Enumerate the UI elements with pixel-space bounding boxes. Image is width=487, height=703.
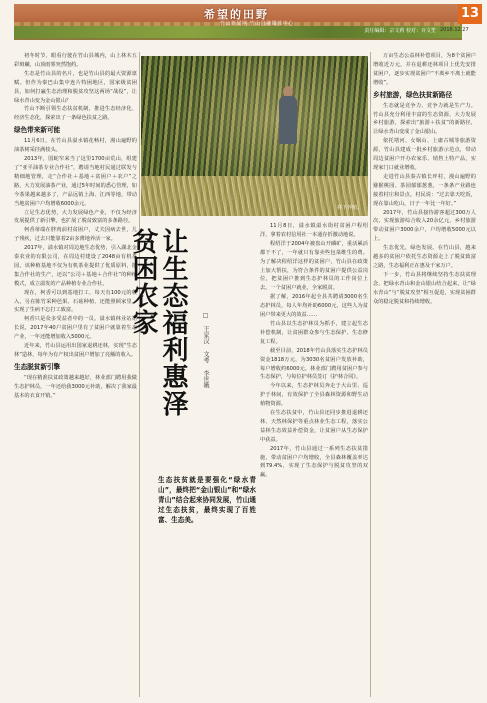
section-subtitle: 竹山新闻网 竹山县融媒体中心 (220, 21, 294, 27)
editor-credits: 责任编辑：宗文莉 校对：百文笙 (364, 28, 436, 34)
section-banner (14, 4, 462, 40)
paragraph: 柯香只是众多受益者中的一员。溢水镇林业站站长说，2017年40户贫困户里有了贫困户就靠着生态产业，一年还能增加收入5000元。 (14, 316, 137, 341)
paragraph: 柯香蒂端在胖肉前村贫困户，丈夫因病去世，儿子残疾，过去只能靠着2亩多薄地养活一家。 (14, 227, 137, 243)
photo-person (279, 96, 297, 144)
section-title: 希望的田野 (204, 8, 269, 21)
paragraph: 万亩生态公益林补偿项目，为8个贫困户增收近万元，并在退耕还林项目上优先安排贫困户，逐步实现贫困户“不离乡不离土就能增收”。 (373, 53, 476, 86)
paragraph: 2017年，竹山县通过一系列生态扶贫措施，带动贫困户户均增收，全县森林覆盖率达到79.4%，实现了生态保护与脱贫攻坚的双赢。 (260, 445, 368, 479)
paragraph: 2013年，国蛇窄来当了这里1700亩荒山，组建了“亚平油茶专业合作社”，聘请当地村民通过联发与精细地管理，走“合作社＋基地＋贫困户＋农户”之路，大力发展油茶产业，通过5年时间的悉心管理，如今茶果越来越多了，产品远销上海、江西等地，带动当地贫困户户均增收6000余元。 (14, 156, 137, 207)
article-column-left (14, 52, 137, 401)
paragraph: 竹山县以生态护林员为抓手，建立起生态补偿机制，让贫困群众参与生态保护、生态修复工程。 (260, 320, 368, 345)
paragraph: 在生态扶贫中，竹山县还同步推进退耕还林、天然林保护等重点林业生态工程，落实公益林生态效益补偿资金，让贫困户从生态保护中获益。 (260, 410, 368, 443)
paragraph: 生态是竹山县的名片，也是竹山县的最大资源禀赋。但作为秦巴山集中连片特困地区，国家级贫困县，如何打赢生态治理和脱贫攻坚这两场“战役”，让绿水青山变为金山银山？ (14, 70, 137, 104)
paragraph: 走进竹山县秦古镇长坪村，漫山遍野的猕猴桃园、茶园郁郁葱葱，一条条产业路连接着村庄和景点。村民说：“过去靠天吃饭，现在靠山吃山，日子一年比一年好。” (373, 173, 476, 207)
paragraph: 程绍洋于2004年被盘山开磷矿，重活累活都干不了，一年就只有靠卖些包菜维生的费。为了解决程绍洋这样的贫困户，竹山县在政策上加大帮扶，为符合条件的贫困户提供公益岗位，把贫困户推到生态护林员的工作岗位上去。一个贫困户就业，全家脱贫。 (260, 240, 368, 292)
paragraph: 11月8日，溢水镇溢水街村贫困户程绍洋，拿着农村信用社一本通存折激动地说。 (260, 223, 368, 238)
paragraph: 11月6日，在竹山县溢水镇花畅村，漫山遍野的油茶树采挂满枝头。 (14, 138, 137, 154)
section-heading: 绿色带来新可能 (14, 126, 61, 135)
paragraph: 生态就是竞争力、竞争力就是生产力。竹山县充分利用丰富的生态资源，大力发展乡村旅游，探索出“旅游＋扶贫”的新路径，让绿水青山变成了金山银山。 (373, 102, 476, 136)
page-number: 13 (458, 4, 482, 24)
paragraph: 现在，柯香可以到基地打工，每天有100元的收入，另在陈竹采种芭果、石菇种植、还能照顾家里，实现了生病不忘打工致富。 (14, 289, 137, 314)
article-headline: 让生态福利惠泽贫困农家 (128, 228, 188, 417)
paragraph: 下一步，竹山县将继续坚持生态扶贫理念，把绿水青山和金山银山结合起来，让“绿水青山”与“脱贫攻坚”相互促进，实现贫困群众的稳定脱贫和持续增收。 (373, 271, 476, 305)
paragraph: 近年来，竹山县运用出国家退耕还林，实现“生态林”造林，每年为有产权出贫困户增加了亮额的收入。 (14, 343, 137, 358)
page-date: 2018.12.27 (440, 27, 469, 33)
photo-caption: 林下养殖。 (337, 205, 363, 211)
lead-text: 生态扶贫就是要强化“绿水青山”，最终把“金山银山”和“绿水青山”结合起来协同发展，竹山通过生态扶贫，最终实现了百姓富、生态美。 (158, 476, 256, 524)
article-column-middle (260, 222, 368, 480)
article-byline: □ 王家汉 文考 李世娥 (202, 312, 209, 388)
paragraph: 截至目前，2018年竹山县落实生态护林员资金1818万元，为3030名贫困户发放补助，每户增收约6000元。林业部门聘用贫困户参与生态保护，与每位护林员签订《护林合同》。 (260, 347, 368, 381)
article-lead (158, 475, 256, 525)
paragraph: 今年以来，生态护林员奔走于大山里、巡护于林间，有效保护了全县森林资源和野生动植物资源。 (260, 383, 368, 408)
paragraph: 立足生态优势，大力发展绿色产业，不仅为经济发展提供了新引擎，也扩展了脱贫致富的多条路径。 (14, 209, 137, 225)
article-column-right (373, 52, 476, 306)
section-heading: 乡村旅游，绿色扶贫新路径 (373, 90, 453, 99)
paragraph: 依托堵河、女娲山、上庸古城等旅游资源，竹山县建成一批乡村旅游示范点，带动周边贫困户开办农家乐、销售土特产品，实现家门口就业增收。 (373, 138, 476, 171)
paragraph: 2017年，竹山县接待游客超过300万人次，实现旅游综合收入20余亿元，乡村旅游带动贫困户3000余户，户均增收5000元以上。 (373, 209, 476, 243)
article-photo (141, 56, 368, 216)
page-header (0, 0, 487, 44)
column-divider (139, 52, 140, 697)
paragraph: 初冬时节，眼看行驶在竹山县城内，山上林木五彩斑斓，山顶雨雾突然饱约。 (14, 53, 137, 68)
paragraph: 据了解，2016年起全县共聘请3000名生态护林员，每人年均补助6000元，这些人为贫困户带来更大的效益…… (260, 294, 368, 319)
section-heading: 生态脱贫新引擎 (14, 362, 61, 371)
paragraph: “现在精准扶贫政策越来越好，林业部门聘用我做生态护林员，一年还给我3000元补助，解决了我家最基本的衣食开销。” (14, 374, 137, 399)
photo-crop-field (141, 176, 368, 216)
paragraph: 生态优先，绿色发展。在竹山县，越来越多的贫困户依托生态资源走上了脱贫致富之路，生态福利正在惠及千家万户。 (373, 245, 476, 269)
paragraph: 竹山不断引领生态扶贫机制，推进生态经济化、经济生态化，探索出了一条绿色扶贫之路。 (14, 106, 137, 122)
column-divider (370, 52, 371, 697)
paragraph: 2017年，溢水镇对周边地生态优势，引入湖北金泰农业的有限公司，在周边村建设了2048亩有机茶园，该种植基地不仅为有机茶业提供了优质原料，把集合作社的生产，还以“公司＋基地＋合作社”的种植模式，成立溢发的产品种植专业合作社。 (14, 245, 137, 287)
